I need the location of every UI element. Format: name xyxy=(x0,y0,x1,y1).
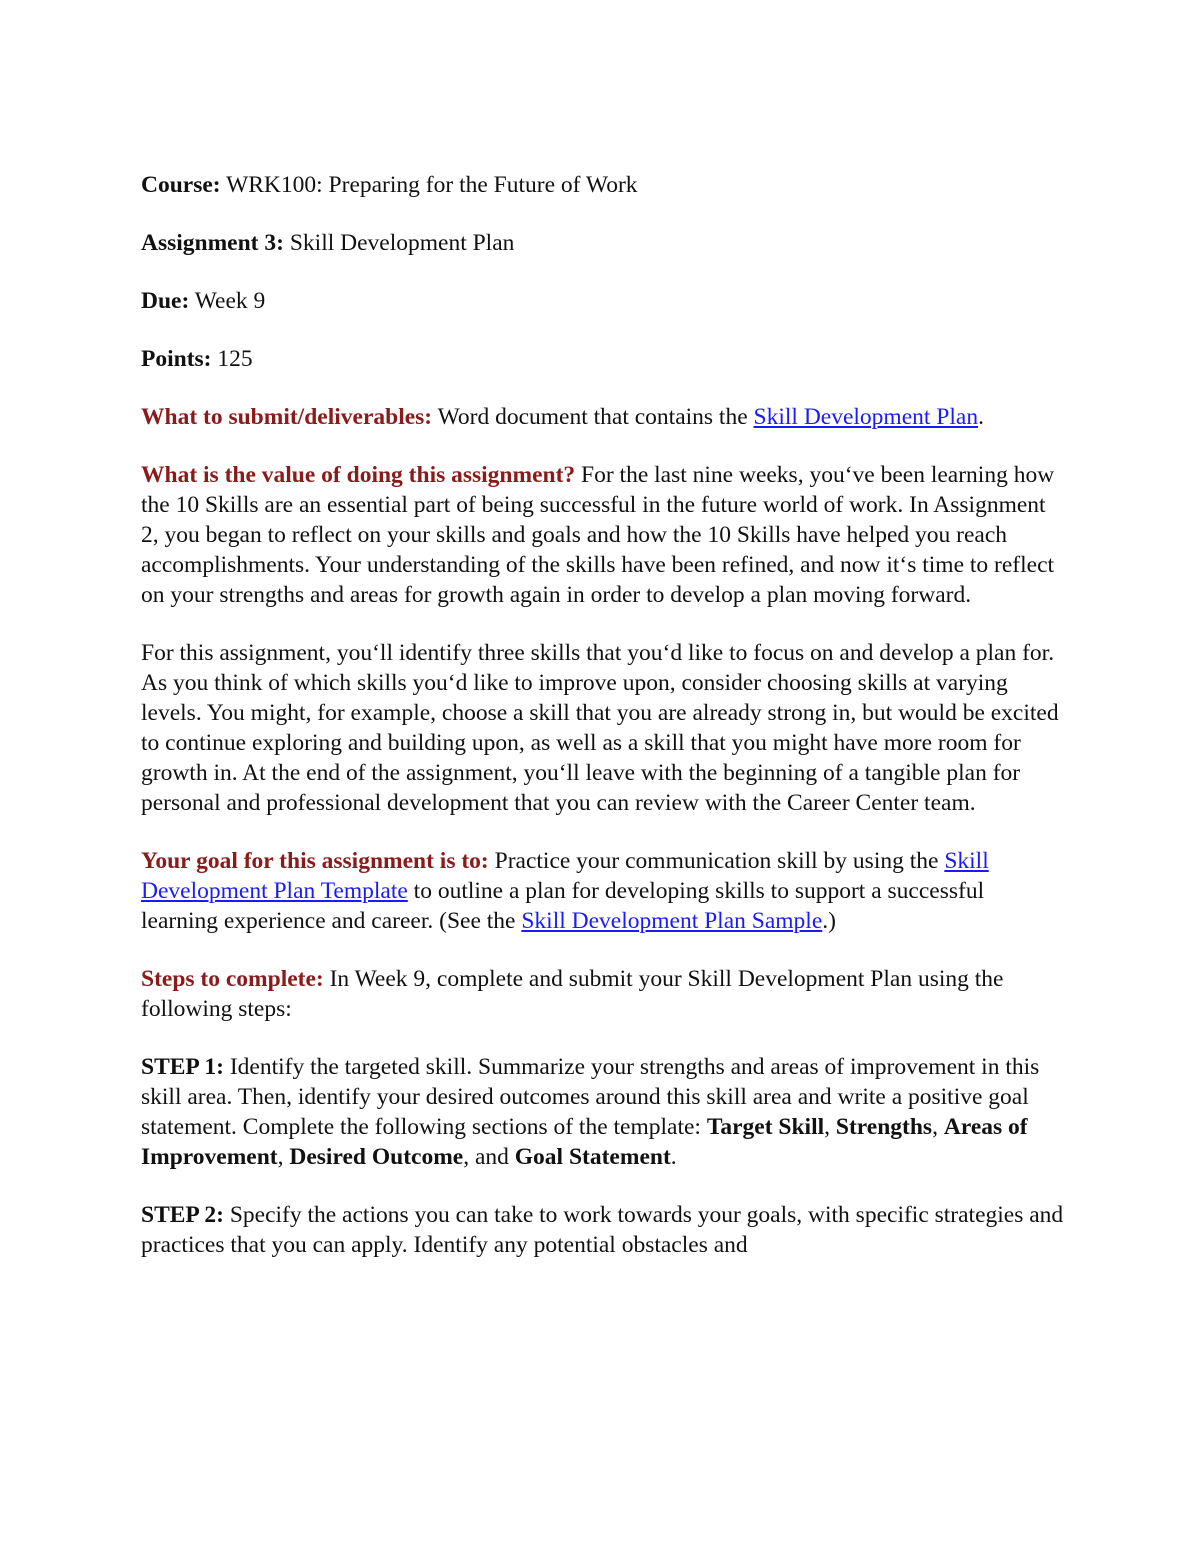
goal-heading: Your goal for this assignment is to: xyxy=(141,848,489,874)
steps-heading: Steps to complete: xyxy=(141,966,324,992)
points-label: Points: xyxy=(141,346,212,372)
deliverables-text: Word document that contains the xyxy=(432,404,754,430)
goal-text-2: to outline a plan for developing skills to support a successful learning experience and career. (See the xyxy=(141,878,985,934)
value-heading: What is the value of doing this assignment? xyxy=(141,462,576,488)
step1-paragraph xyxy=(141,1052,1066,1172)
steps-paragraph xyxy=(141,964,1066,1024)
skill-development-plan-link[interactable]: Skill Development Plan xyxy=(753,404,979,430)
term-strengths: Strengths xyxy=(835,1114,933,1140)
step2-text: Specify the actions you can take to work towards your goals, with specific strategies and practices that you can apply. Identify any potential obstacles and xyxy=(141,1202,1064,1258)
document-body xyxy=(141,170,1066,1288)
term-areas-of-improvement: Areas of Improvement xyxy=(141,1114,1028,1170)
points-line xyxy=(141,344,1066,374)
step1-separator: , xyxy=(824,1114,836,1140)
deliverables-tail: . xyxy=(978,404,984,430)
course-line xyxy=(141,170,1066,200)
assignment-label: Assignment 3: xyxy=(141,230,284,256)
step2-label: STEP 2: xyxy=(141,1202,224,1228)
due-line xyxy=(141,286,1066,316)
term-goal-statement: Goal Statement xyxy=(514,1144,671,1170)
assignment-line xyxy=(141,228,1066,258)
points-value: 125 xyxy=(211,346,253,372)
step1-separator: , xyxy=(277,1144,290,1170)
goal-text-3: .) xyxy=(822,908,836,934)
deliverables-paragraph xyxy=(141,402,1066,432)
step1-label: STEP 1: xyxy=(141,1054,224,1080)
value-text: For the last nine weeks, you‘ve been learning how the 10 Skills are an essential part of being successful in the future world of work. In Assignment 2, you began to reflect on your skills and goals and how the 10 Skills have helped you reach accomplishments. Your understanding of the skills have been refined, and now it‘s time to reflect on your strengths and areas for growth again in order to develop a plan moving forward. xyxy=(141,462,1055,608)
course-label: Course: xyxy=(141,172,221,198)
value-paragraph xyxy=(141,460,1066,610)
step2-paragraph xyxy=(141,1200,1066,1260)
assignment-value: Skill Development Plan xyxy=(283,230,515,256)
due-label: Due: xyxy=(141,288,190,314)
steps-text: In Week 9, complete and submit your Skill Development Plan using the following steps: xyxy=(141,966,1004,1022)
deliverables-heading: What to submit/deliverables: xyxy=(141,404,433,430)
goal-paragraph xyxy=(141,846,1066,936)
step1-text: Identify the targeted skill. Summarize your strengths and areas of improvement in this skill area. Then, identify your desired outcomes around this skill area and write a positive goal statement. Complete the following sections of the template: xyxy=(141,1054,1040,1140)
term-desired-outcome: Desired Outcome xyxy=(289,1144,464,1170)
sample-link[interactable]: Skill Development Plan Sample xyxy=(521,908,823,934)
step1-tail: . xyxy=(670,1144,677,1170)
course-value: WRK100: Preparing for the Future of Work xyxy=(220,172,638,198)
step1-separator: , and xyxy=(463,1144,515,1170)
due-value: Week 9 xyxy=(189,288,266,314)
goal-text-1: Practice your communication skill by using the xyxy=(488,848,945,874)
template-link[interactable]: Skill Development Plan Template xyxy=(141,848,989,904)
term-target-skill: Target Skill xyxy=(706,1114,825,1140)
intro-paragraph xyxy=(141,638,1066,818)
intro-text: For this assignment, you‘ll identify three skills that you‘d like to focus on and develop a plan for. As you think of which skills you‘d like to improve upon, consider choosing skills at varying levels. You might, for example, choose a skill that you are already strong in, but would be excited to continue exploring and building upon, as well as a skill that you might have more room for growth in. At the end of the assignment, you‘ll leave with the beginning of a tangible plan for personal and professional development that you can review with the Career Center team. xyxy=(141,640,1059,816)
step1-separator: , xyxy=(932,1114,944,1140)
